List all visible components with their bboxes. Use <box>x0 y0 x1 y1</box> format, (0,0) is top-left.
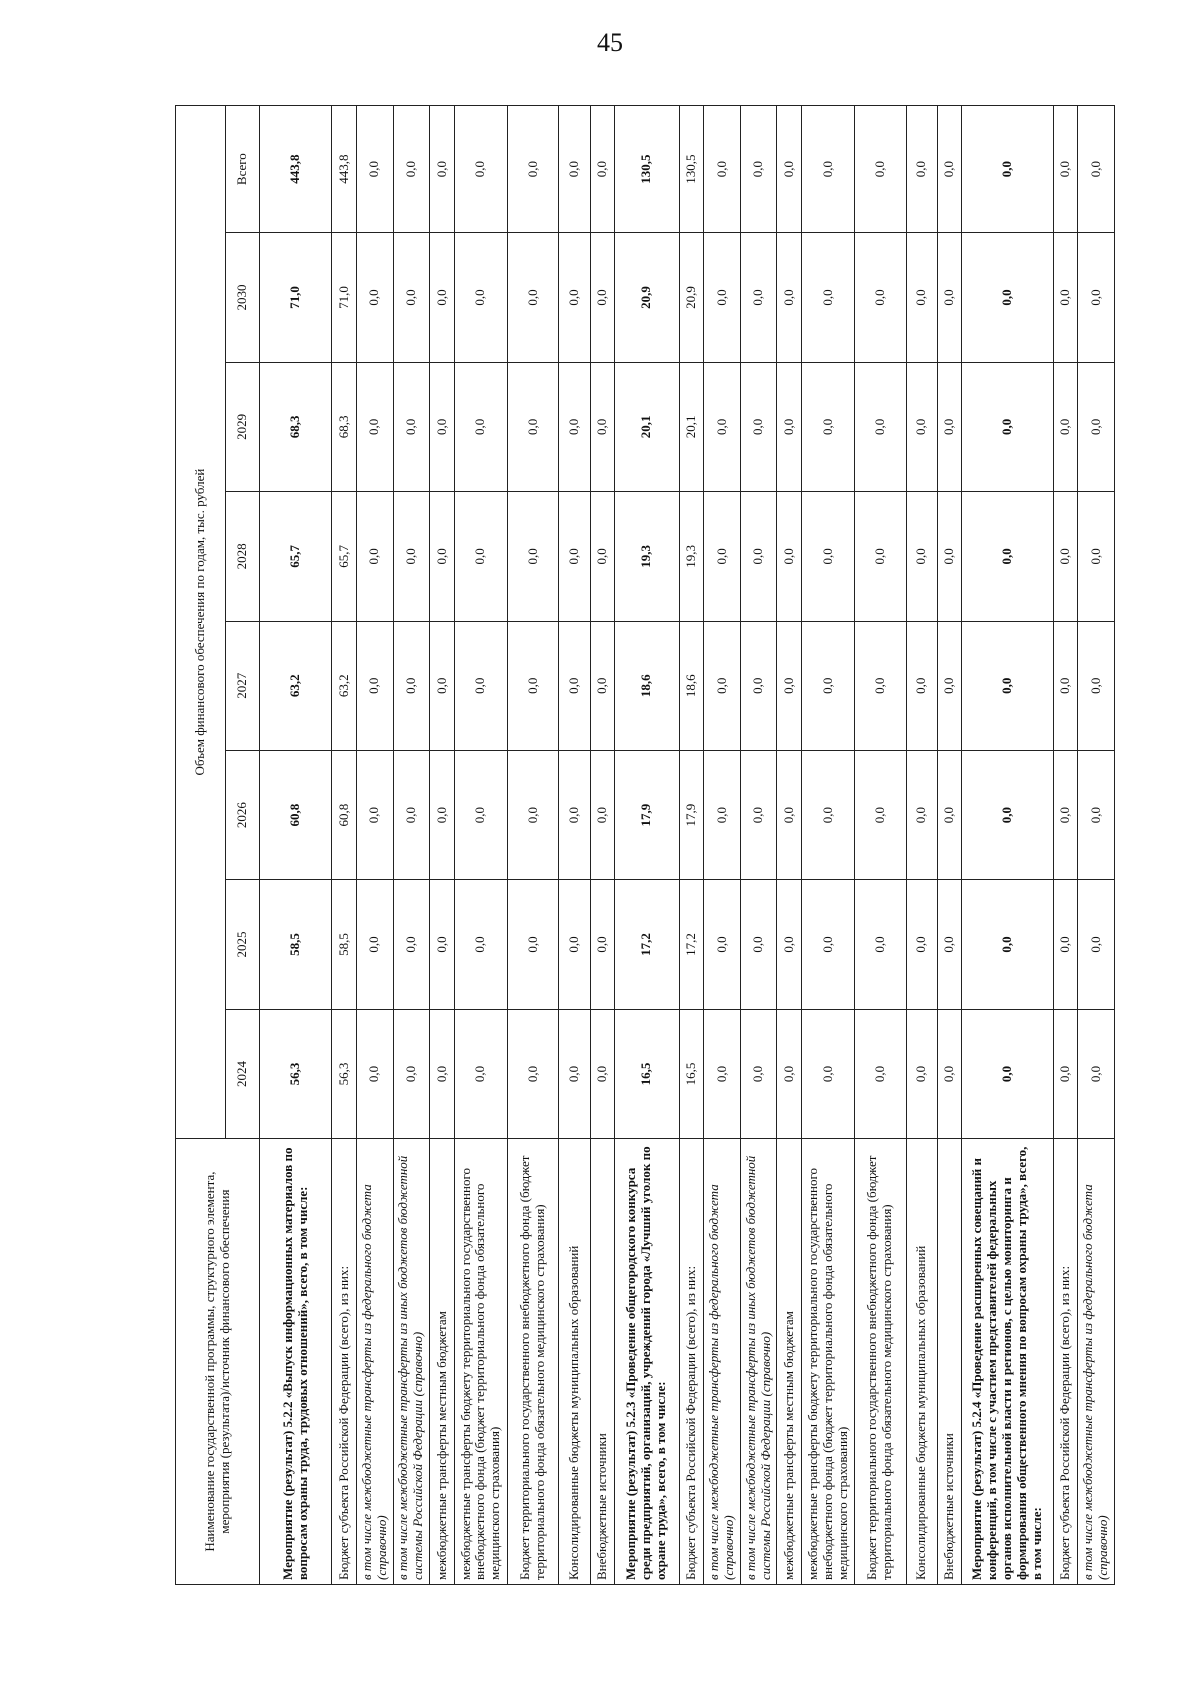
row-year-value: 0,0 <box>1078 621 1115 750</box>
row-year-value: 0,0 <box>962 750 1053 879</box>
row-year-value: 0,0 <box>356 233 393 362</box>
row-year-value: 0,0 <box>937 362 962 491</box>
row-year-value: 0,0 <box>508 233 559 362</box>
row-total-value: 0,0 <box>937 106 962 233</box>
row-year-value: 0,0 <box>962 362 1053 491</box>
row-year-value: 17,2 <box>679 880 704 1009</box>
row-year-value: 65,7 <box>332 492 357 621</box>
row-source-name: в том числе межбюджетные трансферты из федерального бюджета (справочно) <box>1078 1139 1115 1585</box>
row-total-value: 0,0 <box>1053 106 1078 233</box>
row-year-value: 0,0 <box>704 621 741 750</box>
header-total: Всего <box>226 106 260 233</box>
row-year-value: 0,0 <box>1053 492 1078 621</box>
row-total-value: 0,0 <box>508 106 559 233</box>
rotated-table-container <box>175 105 1115 1585</box>
row-year-value: 0,0 <box>906 750 937 879</box>
row-year-value: 0,0 <box>559 492 590 621</box>
row-year-value: 0,0 <box>559 750 590 879</box>
row-year-value: 0,0 <box>454 492 507 621</box>
row-year-value: 0,0 <box>777 750 802 879</box>
row-total-value: 0,0 <box>393 106 430 233</box>
row-source-name: Консолидированные бюджеты муниципальных образований <box>559 1139 590 1585</box>
row-source-name: в том числе межбюджетные трансферты из федерального бюджета (справочно) <box>356 1139 393 1585</box>
row-year-value: 68,3 <box>260 362 332 491</box>
row-year-value: 0,0 <box>590 362 615 491</box>
row-source-name: Бюджет территориального государственного внебюджетного фонда (бюджет территориального фонда обязательного медицинского страхования) <box>855 1139 906 1585</box>
row-source-name: в том числе межбюджетные трансферты из федерального бюджета (справочно) <box>704 1139 741 1585</box>
table-row <box>802 106 855 1585</box>
table-row <box>906 106 937 1585</box>
row-year-value: 56,3 <box>260 1009 332 1138</box>
row-year-value: 71,0 <box>260 233 332 362</box>
row-total-value: 0,0 <box>802 106 855 233</box>
row-year-value: 0,0 <box>1078 233 1115 362</box>
financing-table <box>175 105 1115 1585</box>
row-total-value: 443,8 <box>260 106 332 233</box>
table-row <box>937 106 962 1585</box>
row-year-value: 0,0 <box>962 880 1053 1009</box>
row-source-name: Мероприятие (результат) 5.2.4 «Проведение расширенных совещаний и конференций, в том числе с участием представителей федеральных органов исполнительной власти и регионов, с целью мониторинга и формирования общественного мнения по вопросам охраны труда», всего, в том числе: <box>962 1139 1053 1585</box>
row-year-value: 0,0 <box>430 362 455 491</box>
row-year-value: 0,0 <box>937 880 962 1009</box>
table-row <box>356 106 393 1585</box>
table-row <box>855 106 906 1585</box>
row-year-value: 0,0 <box>704 233 741 362</box>
header-financing-group: Объем финансового обеспечения по годам, тыс. рублей <box>176 106 226 1139</box>
row-source-name: Мероприятие (результат) 5.2.3 «Проведение общегородского конкурса среди предприятий, организаций, учреждений города «Лучший уголок по охране труда», всего, в том числе: <box>615 1139 680 1585</box>
header-year: 2030 <box>226 233 260 362</box>
row-year-value: 68,3 <box>332 362 357 491</box>
row-year-value: 0,0 <box>740 880 777 1009</box>
row-year-value: 17,9 <box>615 750 680 879</box>
row-year-value: 0,0 <box>962 1009 1053 1138</box>
row-year-value: 0,0 <box>1078 362 1115 491</box>
row-year-value: 0,0 <box>430 1009 455 1138</box>
table-row <box>508 106 559 1585</box>
row-total-value: 0,0 <box>962 106 1053 233</box>
row-year-value: 0,0 <box>590 1009 615 1138</box>
row-total-value: 0,0 <box>740 106 777 233</box>
row-year-value: 0,0 <box>454 1009 507 1138</box>
row-year-value: 0,0 <box>962 621 1053 750</box>
row-year-value: 20,1 <box>615 362 680 491</box>
page-number: 45 <box>597 28 623 57</box>
table-row <box>777 106 802 1585</box>
row-total-value: 0,0 <box>777 106 802 233</box>
row-year-value: 0,0 <box>937 621 962 750</box>
row-year-value: 0,0 <box>454 233 507 362</box>
row-source-name: Бюджет территориального государственного внебюджетного фонда (бюджет территориального фонда обязательного медицинского страхования) <box>508 1139 559 1585</box>
row-year-value: 0,0 <box>1053 621 1078 750</box>
row-year-value: 0,0 <box>508 621 559 750</box>
row-year-value: 0,0 <box>802 621 855 750</box>
row-year-value: 0,0 <box>508 1009 559 1138</box>
table-row <box>679 106 704 1585</box>
row-year-value: 0,0 <box>508 492 559 621</box>
row-total-value: 0,0 <box>1078 106 1115 233</box>
row-year-value: 20,9 <box>615 233 680 362</box>
row-year-value: 0,0 <box>454 750 507 879</box>
table-row <box>740 106 777 1585</box>
row-year-value: 0,0 <box>559 233 590 362</box>
row-year-value: 17,2 <box>615 880 680 1009</box>
row-year-value: 20,1 <box>679 362 704 491</box>
row-year-value: 0,0 <box>855 621 906 750</box>
row-year-value: 0,0 <box>855 750 906 879</box>
row-year-value: 19,3 <box>615 492 680 621</box>
row-year-value: 0,0 <box>704 362 741 491</box>
row-year-value: 0,0 <box>855 880 906 1009</box>
row-year-value: 0,0 <box>906 880 937 1009</box>
row-source-name: межбюджетные трансферты местным бюджетам <box>430 1139 455 1585</box>
row-total-value: 0,0 <box>704 106 741 233</box>
row-year-value: 0,0 <box>508 880 559 1009</box>
row-total-value: 0,0 <box>855 106 906 233</box>
row-year-value: 16,5 <box>615 1009 680 1138</box>
row-year-value: 0,0 <box>590 880 615 1009</box>
row-year-value: 0,0 <box>777 880 802 1009</box>
row-year-value: 0,0 <box>802 880 855 1009</box>
row-year-value: 0,0 <box>777 492 802 621</box>
row-year-value: 0,0 <box>937 233 962 362</box>
row-total-value: 0,0 <box>906 106 937 233</box>
row-year-value: 0,0 <box>590 233 615 362</box>
row-year-value: 0,0 <box>855 492 906 621</box>
row-source-name: Консолидированные бюджеты муниципальных образований <box>906 1139 937 1585</box>
row-source-name: Бюджет субъекта Российской Федерации (всего), из них: <box>1053 1139 1078 1585</box>
table-row <box>430 106 455 1585</box>
row-year-value: 0,0 <box>855 1009 906 1138</box>
row-total-value: 130,5 <box>615 106 680 233</box>
table-row <box>1078 106 1115 1585</box>
row-year-value: 19,3 <box>679 492 704 621</box>
row-year-value: 0,0 <box>430 750 455 879</box>
row-year-value: 0,0 <box>356 750 393 879</box>
row-source-name: Внебюджетные источники <box>937 1139 962 1585</box>
row-year-value: 18,6 <box>615 621 680 750</box>
row-year-value: 17,9 <box>679 750 704 879</box>
row-total-value: 0,0 <box>559 106 590 233</box>
row-source-name: межбюджетные трансферты местным бюджетам <box>777 1139 802 1585</box>
row-year-value: 0,0 <box>454 880 507 1009</box>
row-year-value: 0,0 <box>393 750 430 879</box>
row-total-value: 0,0 <box>590 106 615 233</box>
table-row <box>590 106 615 1585</box>
row-year-value: 0,0 <box>1053 880 1078 1009</box>
row-year-value: 0,0 <box>508 362 559 491</box>
row-year-value: 0,0 <box>430 492 455 621</box>
row-source-name: межбюджетные трансферты бюджету территориального государственного внебюджетного фонда (бюджет территориального фонда обязательного медицинского страхования) <box>802 1139 855 1585</box>
row-year-value: 0,0 <box>590 492 615 621</box>
table-row <box>704 106 741 1585</box>
table-row <box>559 106 590 1585</box>
header-year: 2028 <box>226 492 260 621</box>
table-row <box>393 106 430 1585</box>
row-total-value: 0,0 <box>454 106 507 233</box>
row-year-value: 0,0 <box>704 750 741 879</box>
table-row <box>454 106 507 1585</box>
row-year-value: 0,0 <box>356 492 393 621</box>
row-year-value: 0,0 <box>454 362 507 491</box>
row-year-value: 0,0 <box>430 880 455 1009</box>
row-year-value: 20,9 <box>679 233 704 362</box>
row-year-value: 0,0 <box>704 492 741 621</box>
row-year-value: 0,0 <box>393 233 430 362</box>
row-year-value: 0,0 <box>559 1009 590 1138</box>
table-row <box>260 106 332 1585</box>
header-year: 2027 <box>226 621 260 750</box>
row-year-value: 65,7 <box>260 492 332 621</box>
row-year-value: 0,0 <box>740 233 777 362</box>
row-year-value: 0,0 <box>393 362 430 491</box>
row-year-value: 56,3 <box>332 1009 357 1138</box>
row-year-value: 0,0 <box>937 1009 962 1138</box>
row-year-value: 0,0 <box>962 233 1053 362</box>
row-year-value: 71,0 <box>332 233 357 362</box>
row-year-value: 0,0 <box>802 492 855 621</box>
row-year-value: 60,8 <box>260 750 332 879</box>
row-year-value: 0,0 <box>740 621 777 750</box>
row-year-value: 0,0 <box>393 1009 430 1138</box>
row-year-value: 0,0 <box>777 362 802 491</box>
row-year-value: 0,0 <box>393 880 430 1009</box>
row-year-value: 0,0 <box>740 492 777 621</box>
row-year-value: 0,0 <box>855 233 906 362</box>
row-year-value: 0,0 <box>1078 750 1115 879</box>
row-year-value: 0,0 <box>777 1009 802 1138</box>
row-source-name: Бюджет субъекта Российской Федерации (всего), из них: <box>679 1139 704 1585</box>
header-year: 2026 <box>226 750 260 879</box>
row-year-value: 0,0 <box>356 362 393 491</box>
row-year-value: 0,0 <box>356 621 393 750</box>
row-year-value: 0,0 <box>590 621 615 750</box>
row-total-value: 0,0 <box>430 106 455 233</box>
row-year-value: 0,0 <box>454 621 507 750</box>
header-year: 2029 <box>226 362 260 491</box>
row-year-value: 0,0 <box>559 621 590 750</box>
row-year-value: 0,0 <box>1053 1009 1078 1138</box>
row-year-value: 0,0 <box>393 492 430 621</box>
row-source-name: Мероприятие (результат) 5.2.2 «Выпуск информационных материалов по вопросам охраны труда, трудовых отношений», всего, в том числе: <box>260 1139 332 1585</box>
row-year-value: 0,0 <box>1053 750 1078 879</box>
row-year-value: 0,0 <box>559 362 590 491</box>
row-year-value: 0,0 <box>802 362 855 491</box>
row-year-value: 60,8 <box>332 750 357 879</box>
row-year-value: 0,0 <box>704 880 741 1009</box>
row-year-value: 0,0 <box>393 621 430 750</box>
row-year-value: 0,0 <box>906 233 937 362</box>
header-name-column: Наименование государственной программы, структурного элемента, мероприятия (результата)/источник финансового обеспечения <box>176 1139 260 1585</box>
table-row <box>962 106 1053 1585</box>
row-year-value: 18,6 <box>679 621 704 750</box>
row-source-name: в том числе межбюджетные трансферты из иных бюджетов бюджетной системы Российской Федерации (справочно) <box>393 1139 430 1585</box>
table-row <box>615 106 680 1585</box>
row-year-value: 0,0 <box>740 362 777 491</box>
row-year-value: 0,0 <box>740 1009 777 1138</box>
row-year-value: 0,0 <box>937 750 962 879</box>
row-year-value: 0,0 <box>1078 1009 1115 1138</box>
row-year-value: 0,0 <box>590 750 615 879</box>
row-source-name: межбюджетные трансферты бюджету территориального государственного внебюджетного фонда (бюджет территориального фонда обязательного медицинского страхования) <box>454 1139 507 1585</box>
row-total-value: 443,8 <box>332 106 357 233</box>
row-year-value: 0,0 <box>1053 362 1078 491</box>
row-year-value: 16,5 <box>679 1009 704 1138</box>
row-year-value: 0,0 <box>906 362 937 491</box>
row-year-value: 0,0 <box>962 492 1053 621</box>
row-year-value: 0,0 <box>777 621 802 750</box>
row-year-value: 0,0 <box>802 1009 855 1138</box>
row-year-value: 0,0 <box>559 880 590 1009</box>
row-year-value: 0,0 <box>937 492 962 621</box>
header-year: 2024 <box>226 1009 260 1138</box>
row-year-value: 0,0 <box>802 750 855 879</box>
row-year-value: 0,0 <box>740 750 777 879</box>
row-source-name: Бюджет субъекта Российской Федерации (всего), из них: <box>332 1139 357 1585</box>
row-year-value: 63,2 <box>260 621 332 750</box>
row-year-value: 0,0 <box>906 492 937 621</box>
row-year-value: 0,0 <box>1078 880 1115 1009</box>
row-total-value: 130,5 <box>679 106 704 233</box>
row-year-value: 0,0 <box>430 233 455 362</box>
row-year-value: 0,0 <box>802 233 855 362</box>
row-source-name: Внебюджетные источники <box>590 1139 615 1585</box>
header-year: 2025 <box>226 880 260 1009</box>
row-year-value: 58,5 <box>260 880 332 1009</box>
row-year-value: 0,0 <box>1053 233 1078 362</box>
row-year-value: 0,0 <box>704 1009 741 1138</box>
row-year-value: 0,0 <box>430 621 455 750</box>
row-year-value: 0,0 <box>906 1009 937 1138</box>
row-year-value: 0,0 <box>508 750 559 879</box>
table-row <box>1053 106 1078 1585</box>
row-year-value: 0,0 <box>356 880 393 1009</box>
row-year-value: 0,0 <box>906 621 937 750</box>
row-year-value: 58,5 <box>332 880 357 1009</box>
row-year-value: 63,2 <box>332 621 357 750</box>
row-year-value: 0,0 <box>1078 492 1115 621</box>
table-row <box>332 106 357 1585</box>
row-total-value: 0,0 <box>356 106 393 233</box>
row-year-value: 0,0 <box>855 362 906 491</box>
row-year-value: 0,0 <box>777 233 802 362</box>
row-source-name: в том числе межбюджетные трансферты из иных бюджетов бюджетной системы Российской Федерации (справочно) <box>740 1139 777 1585</box>
row-year-value: 0,0 <box>356 1009 393 1138</box>
